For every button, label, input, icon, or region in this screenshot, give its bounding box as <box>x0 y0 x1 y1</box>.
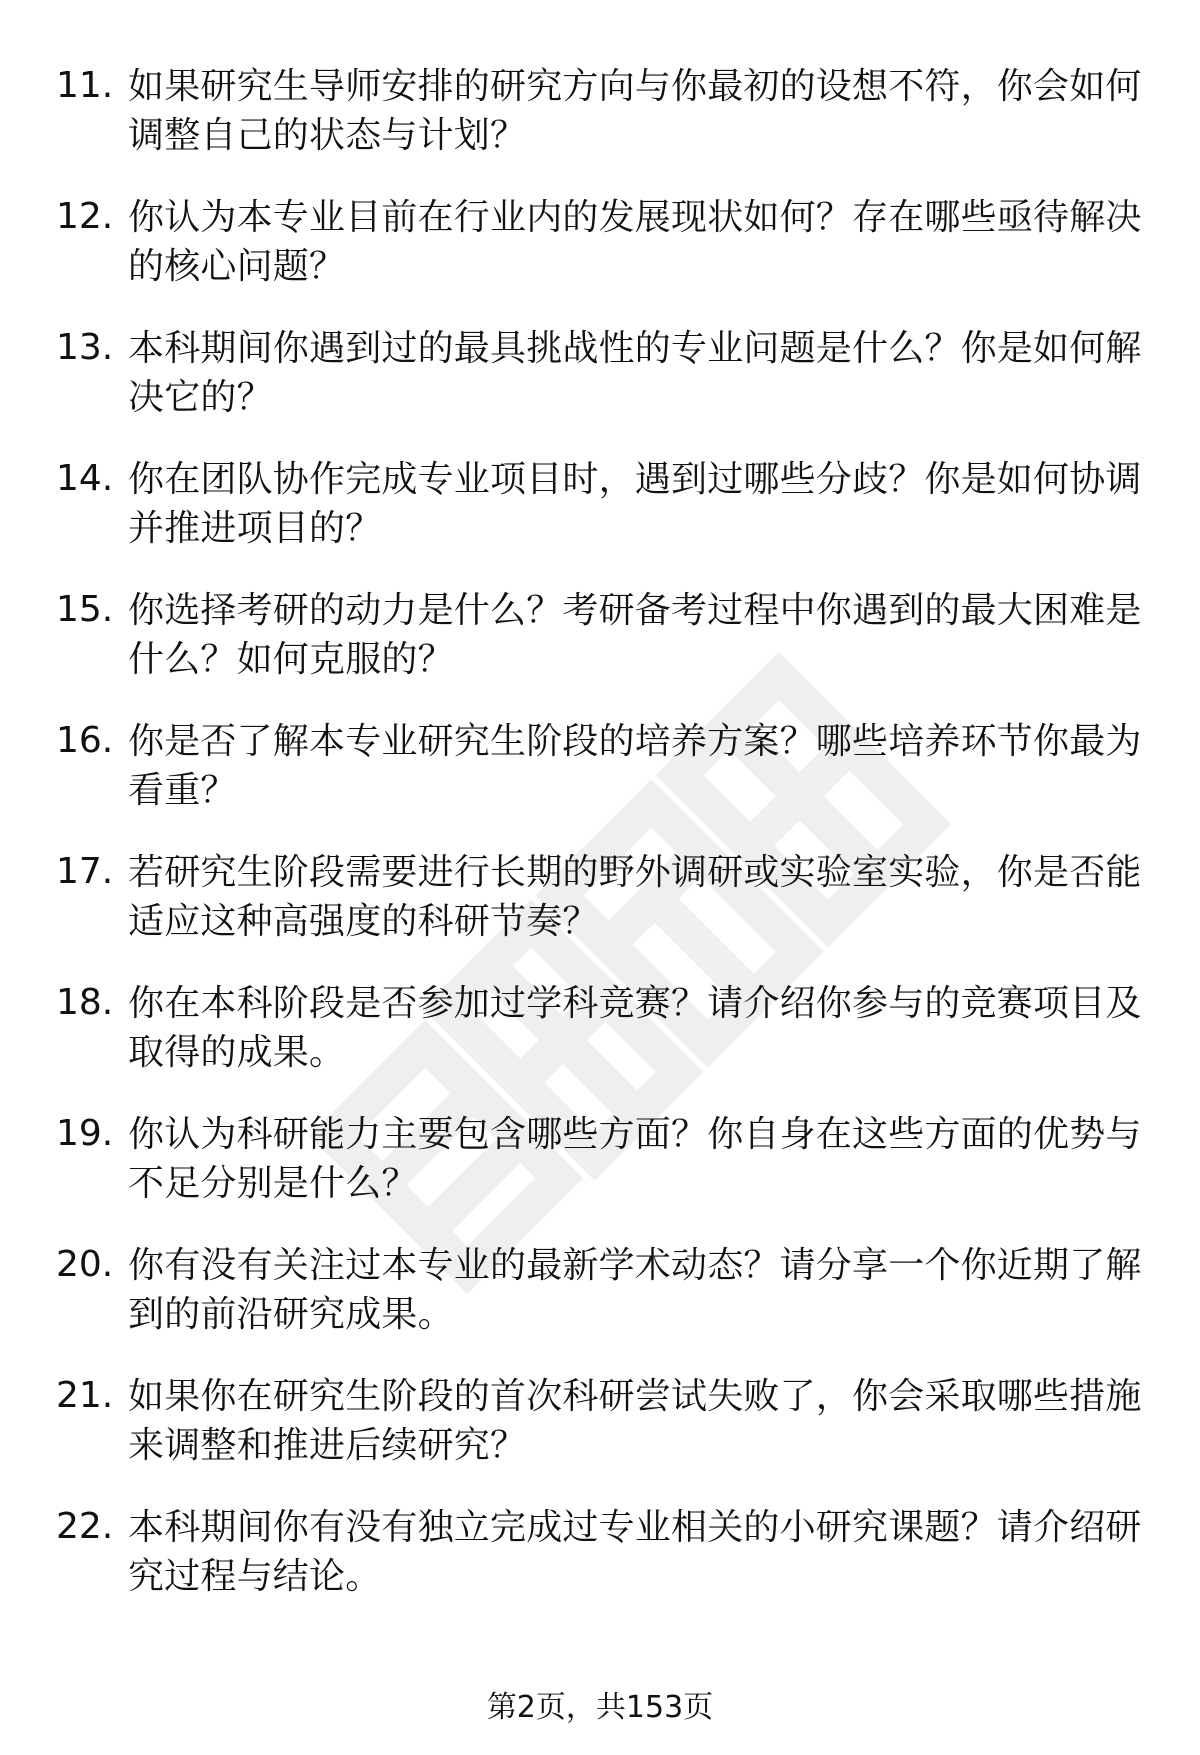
question-list <box>0 52 1200 1624</box>
question-number: 21. <box>56 1375 114 1416</box>
question-text: 你认为本专业目前在行业内的发展现状如何？存在哪些亟待解决的核心问题？ <box>128 197 1142 287</box>
question-number: 11. <box>56 65 114 106</box>
question-item <box>0 838 1200 969</box>
question-number: 16. <box>56 720 114 761</box>
question-item <box>0 707 1200 838</box>
question-item <box>0 183 1200 314</box>
question-item <box>0 1100 1200 1231</box>
question-text: 你认为科研能力主要包含哪些方面？你自身在这些方面的优势与不足分别是什么？ <box>128 1114 1142 1204</box>
question-item <box>0 52 1200 183</box>
question-item <box>0 969 1200 1100</box>
question-number: 14. <box>56 458 114 499</box>
question-text: 你有没有关注过本专业的最新学术动态？请分享一个你近期了解到的前沿研究成果。 <box>128 1245 1142 1335</box>
question-item <box>0 1231 1200 1362</box>
question-item <box>0 445 1200 576</box>
question-text: 本科期间你有没有独立完成过专业相关的小研究课题？请介绍研究过程与结论。 <box>128 1507 1142 1597</box>
question-text: 你在团队协作完成专业项目时，遇到过哪些分歧？你是如何协调并推进项目的？ <box>128 459 1142 549</box>
question-number: 12. <box>56 196 114 237</box>
question-text: 你在本科阶段是否参加过学科竞赛？请介绍你参与的竞赛项目及取得的成果。 <box>128 983 1142 1073</box>
question-item <box>0 1493 1200 1624</box>
page-number-label: 第2页，共153页 <box>486 1690 714 1725</box>
question-item <box>0 1362 1200 1493</box>
question-text: 如果研究生导师安排的研究方向与你最初的设想不符，你会如何调整自己的状态与计划？ <box>128 66 1142 156</box>
question-text: 若研究生阶段需要进行长期的野外调研或实验室实验，你是否能适应这种高强度的科研节奏？ <box>128 852 1142 942</box>
question-item <box>0 314 1200 445</box>
question-number: 20. <box>56 1244 114 1285</box>
question-number: 17. <box>56 851 114 892</box>
page-footer <box>0 1688 1200 1728</box>
question-number: 15. <box>56 589 114 630</box>
question-number: 18. <box>56 982 114 1023</box>
question-text: 如果你在研究生阶段的首次科研尝试失败了，你会采取哪些措施来调整和推进后续研究？ <box>128 1376 1142 1466</box>
question-number: 13. <box>56 327 114 368</box>
question-number: 19. <box>56 1113 114 1154</box>
question-text: 本科期间你遇到过的最具挑战性的专业问题是什么？你是如何解决它的？ <box>128 328 1142 418</box>
question-text: 你是否了解本专业研究生阶段的培养方案？哪些培养环节你最为看重？ <box>128 721 1142 811</box>
question-item <box>0 576 1200 707</box>
question-text: 你选择考研的动力是什么？考研备考过程中你遇到的最大困难是什么？如何克服的？ <box>128 590 1142 680</box>
question-number: 22. <box>56 1506 114 1547</box>
